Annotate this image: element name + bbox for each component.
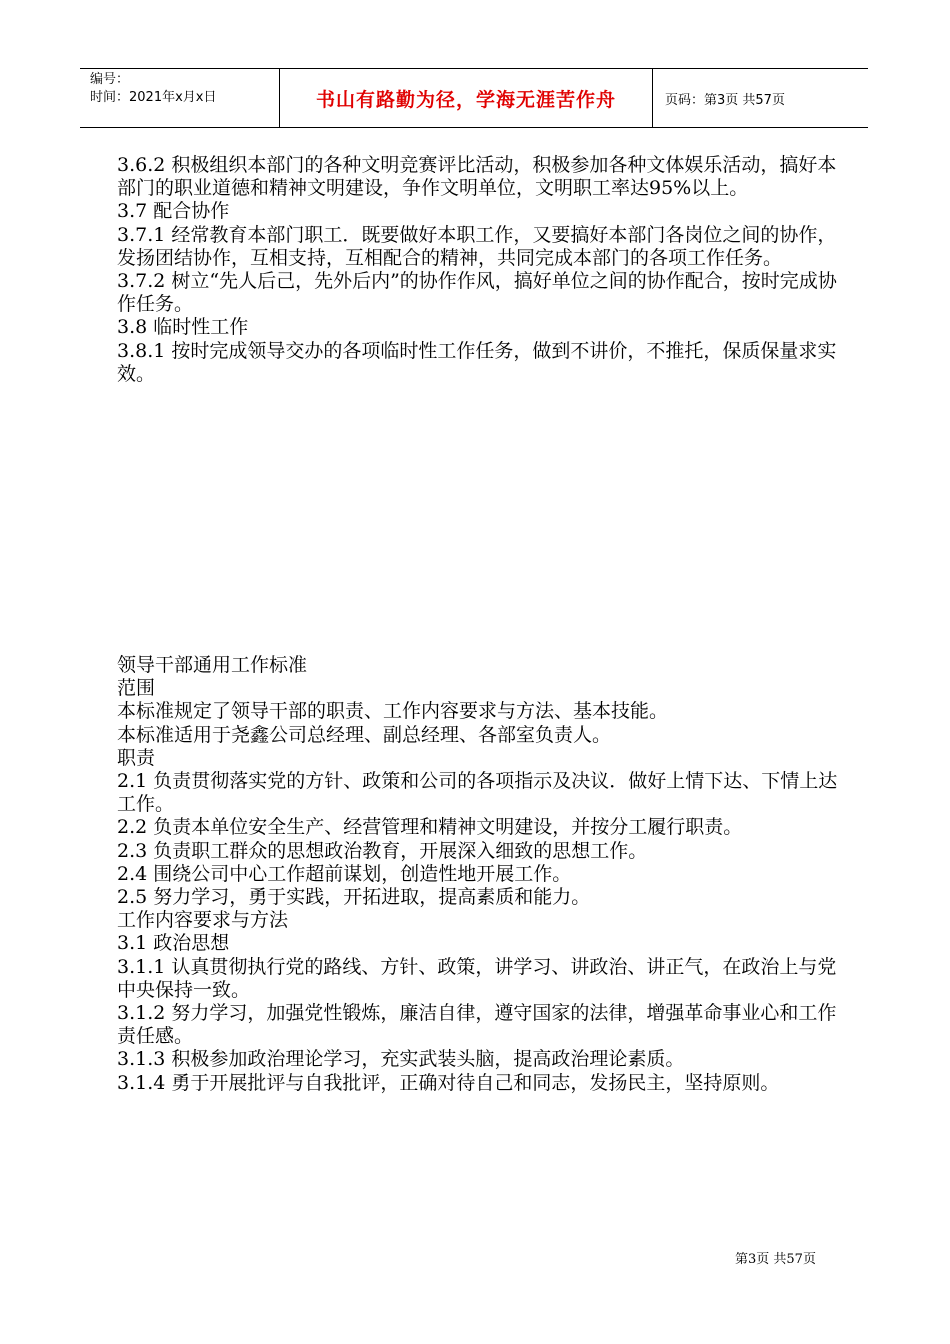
paragraph: 2.4 围绕公司中心工作超前谋划，创造性地开展工作。: [117, 862, 572, 885]
header-page-info: 页码：第3页 共57页: [665, 92, 785, 108]
section-heading: 职责: [117, 746, 156, 769]
header-code-label: 编号：: [90, 72, 130, 87]
header-motto: 书山有路勤为径，学海无涯苦作舟: [280, 69, 653, 127]
page-blank-space: [117, 386, 849, 654]
paragraph: 3.1.2 努力学习，加强党性锻炼，廉洁自律，遵守国家的法律，增强革命事业心和工作责任感。: [117, 1002, 837, 1048]
paragraph: 3.6.2 积极组织本部门的各种文明竞赛评比活动，积极参加各种文体娱乐活动，搞好本部门的职业道德和精神文明建设，争作文明单位，文明职工率达95%以上。: [117, 154, 837, 200]
document-title: 领导干部通用工作标准: [117, 654, 308, 677]
section-heading: 3.8 临时性工作: [117, 316, 249, 339]
paragraph: 3.1.3 积极参加政治理论学习，充实武装头脑，提高政治理论素质。: [117, 1048, 685, 1071]
paragraph: 2.3 负责职工群众的思想政治教育，开展深入细致的思想工作。: [117, 839, 648, 862]
page-footer: 第3页 共57页: [735, 1252, 816, 1267]
paragraph: 2.5 努力学习，勇于实践，开拓进取，提高素质和能力。: [117, 886, 591, 909]
paragraph: 3.7.1 经常教育本部门职工．既要做好本职工作，又要搞好本部门各岗位之间的协作，发扬团结协作，互相支持，互相配合的精神，共同完成本部门的各项工作任务。: [117, 223, 837, 269]
page-header: [80, 68, 868, 128]
paragraph: 本标准适用于尧鑫公司总经理、副总经理、各部室负责人。: [117, 723, 612, 746]
header-date-label: 时间：2021年x月x日: [90, 90, 217, 105]
section-heading: 3.7 配合协作: [117, 200, 230, 223]
section-heading: 3.1 政治思想: [117, 932, 230, 955]
section-heading: 范围: [117, 677, 156, 700]
paragraph: 3.8.1 按时完成领导交办的各项临时性工作任务，做到不讲价，不推托，保质保量求实效。: [117, 339, 837, 385]
paragraph: 3.7.2 树立“先人后己，先外后内”的协作作风，搞好单位之间的协作配合，按时完成协作任务。: [117, 270, 837, 316]
document-body: [117, 154, 849, 1095]
paragraph: 本标准规定了领导干部的职责、工作内容要求与方法、基本技能。: [117, 700, 669, 723]
paragraph: 2.1 负责贯彻落实党的方针、政策和公司的各项指示及决议．做好上情下达、下情上达工作。: [117, 770, 838, 816]
paragraph: 3.1.4 勇于开展批评与自我批评，正确对待自己和同志，发扬民主，坚持原则。: [117, 1071, 780, 1094]
paragraph: 3.1.1 认真贯彻执行党的路线、方针、政策，讲学习、讲政治、讲正气，在政治上与党中央保持一致。: [117, 955, 837, 1001]
section-heading: 工作内容要求与方法: [117, 909, 289, 932]
header-meta: [80, 69, 280, 127]
paragraph: 2.2 负责本单位安全生产、经营管理和精神文明建设，并按分工履行职责。: [117, 816, 743, 839]
